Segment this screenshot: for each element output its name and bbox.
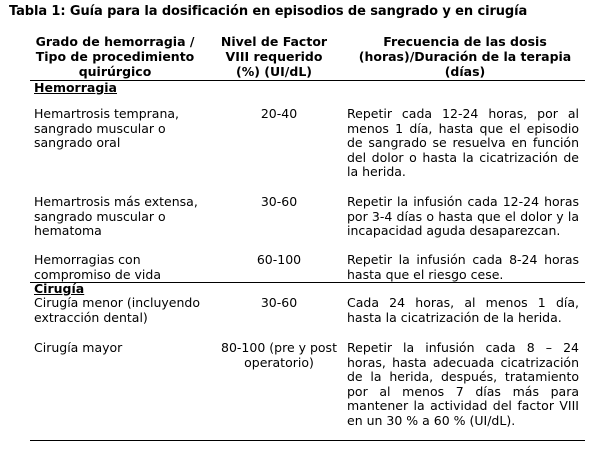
row-grade: Hemorragias con compromiso de vida	[34, 252, 161, 282]
dosing-table	[30, 30, 585, 442]
row-level: 30-60	[260, 295, 298, 310]
row-grade: Hemartrosis temprana, sangrado muscular o sangrado oral	[34, 106, 180, 150]
section-divider	[30, 282, 585, 283]
row-level: 80-100 (pre y post operatorio)	[221, 340, 337, 370]
row-frequency: Repetir cada 12-24 horas, por al menos 1 día, hasta que el episodio de sangrado se resuelva en función del dolor o hasta la cicatrización de la herida.	[347, 106, 579, 179]
header-factor-level: Nivel de Factor VIII requerido (%) (UI/dL)	[220, 34, 328, 79]
row-grade: Cirugía menor (incluyendo extracción dental)	[34, 295, 200, 325]
section-title-cirugia: Cirugía	[34, 281, 85, 296]
header-frequency: Frecuencia de las dosis (horas)/Duración de la terapia (días)	[358, 34, 572, 79]
row-frequency: Cada 24 horas, al menos 1 día, hasta la cicatrización de la herida.	[347, 295, 579, 325]
row-frequency: Repetir la infusión cada 8 – 24 horas, hasta adecuada cicatrización de la herida, después, tratamiento por al menos 7 días más para mantener la actividad del factor VIII en un 30 % a 60 % (UI/dL).	[347, 340, 579, 428]
row-level: 20-40	[260, 106, 298, 121]
table-title: Tabla 1: Guía para la dosificación en episodios de sangrado y en cirugía	[9, 4, 528, 19]
section-title-hemorragia: Hemorragia	[34, 80, 117, 95]
header-grade: Grado de hemorragia / Tipo de procedimiento quirúrgico	[35, 34, 195, 79]
row-level: 30-60	[260, 194, 298, 209]
table-bottom-rule	[30, 440, 585, 441]
row-grade: Cirugía mayor	[34, 340, 123, 355]
row-grade: Hemartrosis más extensa, sangrado muscular o hematoma	[34, 194, 198, 238]
row-level: 60-100	[256, 252, 302, 267]
row-frequency: Repetir la infusión cada 8-24 horas hasta que el riesgo cese.	[347, 252, 579, 282]
row-frequency: Repetir la infusión cada 12-24 horas por 3-4 días o hasta que el dolor y la incapacidad aguda desaparezcan.	[347, 194, 579, 238]
